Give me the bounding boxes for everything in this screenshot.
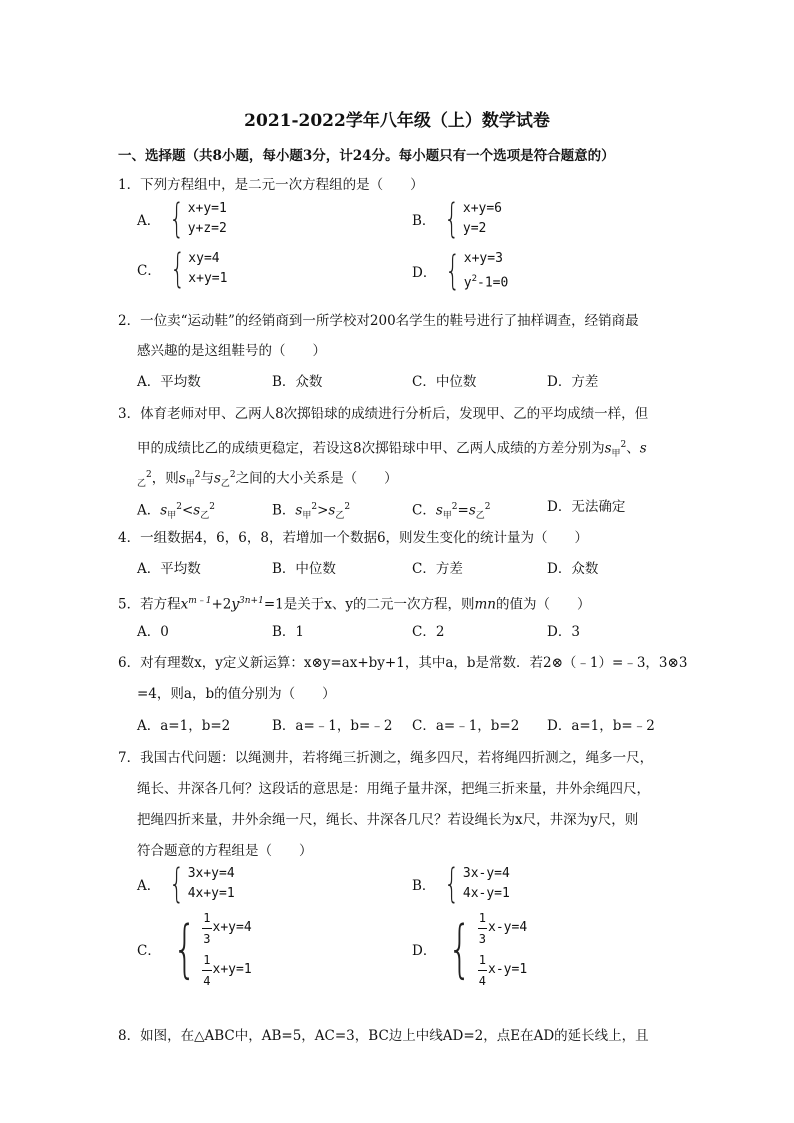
equation: 4x-y=1 bbox=[462, 886, 510, 901]
option-label: B． bbox=[412, 213, 436, 229]
option-label: D． bbox=[412, 943, 437, 959]
q6-option-a[interactable]: A．a=1，b=2 bbox=[137, 718, 231, 734]
q3-option-b[interactable]: B．$s_甲^2>s_乙^2$ bbox=[272, 502, 351, 522]
q5-option-b[interactable]: B．1 bbox=[272, 624, 305, 640]
question-1-stem: 1．下列方程组中，是二元一次方程组的是（ ） bbox=[118, 177, 424, 193]
question-3-line: 3．体育老师对甲、乙两人8次掷铅球的成绩进行分析后，发现甲、乙的平均成绩一样，但 bbox=[118, 406, 649, 422]
question-7-line: 绳长、井深各几何？这段话的意思是：用绳子量井深，把绳三折来量，井外余绳四尺， bbox=[137, 781, 650, 797]
question-4-stem: 4．一组数据4，6，6，8，若增加一个数据6，则发生变化的统计量为（ ） bbox=[118, 530, 589, 546]
q7-option-c[interactable] bbox=[137, 912, 252, 986]
brace-icon: { bbox=[172, 912, 197, 985]
question-7-line: 符合题意的方程组是（ ） bbox=[137, 843, 313, 859]
option-label: A． bbox=[137, 878, 161, 894]
page-title: 2021-2022学年八年级（上）数学试卷 bbox=[244, 111, 550, 131]
brace-icon: { bbox=[444, 861, 460, 907]
q5-option-a[interactable]: A．0 bbox=[137, 624, 169, 640]
option-label: A． bbox=[137, 213, 161, 229]
equation: 3x-y=4 bbox=[462, 866, 510, 881]
q2-option-d[interactable]: D．方差 bbox=[547, 374, 599, 390]
q5-option-c[interactable]: C．2 bbox=[412, 624, 445, 640]
equation: x+y=6 bbox=[462, 201, 503, 216]
q4-option-b[interactable]: B．中位数 bbox=[272, 561, 336, 577]
q3-option-d[interactable]: D．无法确定 bbox=[547, 499, 626, 515]
equation: x+y=3 bbox=[463, 251, 503, 266]
equation: x+y=1 bbox=[188, 271, 228, 286]
equation: $\frac{1}{3}$ x-y=4 bbox=[478, 912, 527, 944]
equation: $\frac{1}{4}$ x+y=1 bbox=[202, 954, 251, 986]
brace-icon: { bbox=[445, 248, 461, 295]
equation: 4x+y=1 bbox=[187, 886, 235, 901]
q3-option-a[interactable]: A．$s_甲^2<s_乙^2$ bbox=[137, 502, 215, 522]
option-label: B． bbox=[412, 878, 436, 894]
option-label: D． bbox=[412, 265, 437, 282]
question-7-line: 7．我国古代问题：以绳测井，若将绳三折测之，绳多四尺，若将绳四折测之，绳多一尺， bbox=[118, 750, 654, 766]
brace-icon: { bbox=[169, 861, 185, 907]
q7-option-b[interactable] bbox=[412, 861, 510, 907]
q6-option-d[interactable]: D．a=1，b=﹣2 bbox=[547, 718, 655, 734]
question-6-line: =4，则a，b的值分别为（ ） bbox=[137, 686, 336, 702]
q6-option-b[interactable]: B．a=﹣1，b=﹣2 bbox=[272, 718, 393, 734]
brace-icon: { bbox=[448, 912, 472, 985]
equation: y=2 bbox=[462, 221, 487, 236]
q4-option-c[interactable]: C．方差 bbox=[412, 561, 463, 577]
equation: 3x+y=4 bbox=[187, 866, 235, 881]
option-label: C． bbox=[137, 943, 161, 959]
equation: $\frac{1}{3}$ x+y=4 bbox=[202, 912, 251, 944]
equation: x+y=1 bbox=[187, 201, 227, 216]
q2-option-b[interactable]: B．众数 bbox=[272, 374, 323, 390]
q4-option-a[interactable]: A．平均数 bbox=[137, 561, 201, 577]
question-3-line: $_乙^2$，则$s_甲^2$与$s_乙^2$之间的大小关系是（ ） bbox=[137, 470, 398, 490]
question-2-line: 2．一位卖“运动鞋”的经销商到一所学校对200名学生的鞋号进行了抽样调查，经销商最 bbox=[118, 313, 639, 329]
q7-option-d[interactable] bbox=[412, 912, 527, 986]
question-3-line: 甲的成绩比乙的成绩更稳定，若设这8次掷铅球中甲、乙两人成绩的方差分别为$s_甲^2$、s bbox=[137, 440, 647, 460]
q1-option-a[interactable] bbox=[137, 196, 227, 242]
q3-option-c[interactable]: C．$s_甲^2=s_乙^2$ bbox=[412, 502, 491, 522]
question-7-line: 把绳四折来量，井外余绳一尺，绳长、井深各几尺？若设绳长为x尺，井深为y尺，则 bbox=[137, 812, 639, 828]
q1-option-b[interactable] bbox=[412, 196, 503, 242]
question-6-line: 6．对有理数x，y定义新运算：x⊗y=ax+by+1，其中a，b是常数．若2⊗（﹣1）=﹣3，3⊗3 bbox=[118, 655, 688, 671]
question-5-stem: 5．若方程$x^{m﹣1}+2y^{3n+1}=1$是关于x、y的二元一次方程，则mn的值为（ ） bbox=[118, 596, 591, 613]
q7-option-a[interactable] bbox=[137, 861, 235, 907]
q4-option-d[interactable]: D．众数 bbox=[547, 561, 599, 577]
q5-option-d[interactable]: D．3 bbox=[547, 624, 580, 640]
q2-option-a[interactable]: A．平均数 bbox=[137, 374, 201, 390]
equation: y+z=2 bbox=[187, 221, 227, 236]
brace-icon: { bbox=[444, 196, 460, 242]
equation: xy=4 bbox=[188, 251, 220, 266]
question-2-line: 感兴趣的是这组鞋号的（ ） bbox=[137, 343, 326, 359]
equation: $y^2-1=0$ bbox=[463, 274, 509, 291]
brace-icon: { bbox=[169, 246, 186, 292]
brace-icon: { bbox=[169, 196, 185, 242]
equation: $\frac{1}{4}$ x-y=1 bbox=[478, 954, 527, 986]
q2-option-c[interactable]: C．中位数 bbox=[412, 374, 477, 390]
question-8-line: 8．如图，在△ABC中，AB=5，AC=3，BC边上中线AD=2，点E在AD的延长线上，且 bbox=[118, 1028, 649, 1044]
q6-option-c[interactable]: C．a=﹣1，b=2 bbox=[412, 718, 520, 734]
section-heading: 一、选择题（共8小题，每小题3分，计24分。每小题只有一个选项是符合题意的） bbox=[118, 148, 615, 164]
q1-option-d[interactable] bbox=[412, 249, 508, 293]
q1-option-c[interactable] bbox=[137, 246, 228, 292]
option-label: C． bbox=[137, 263, 161, 279]
